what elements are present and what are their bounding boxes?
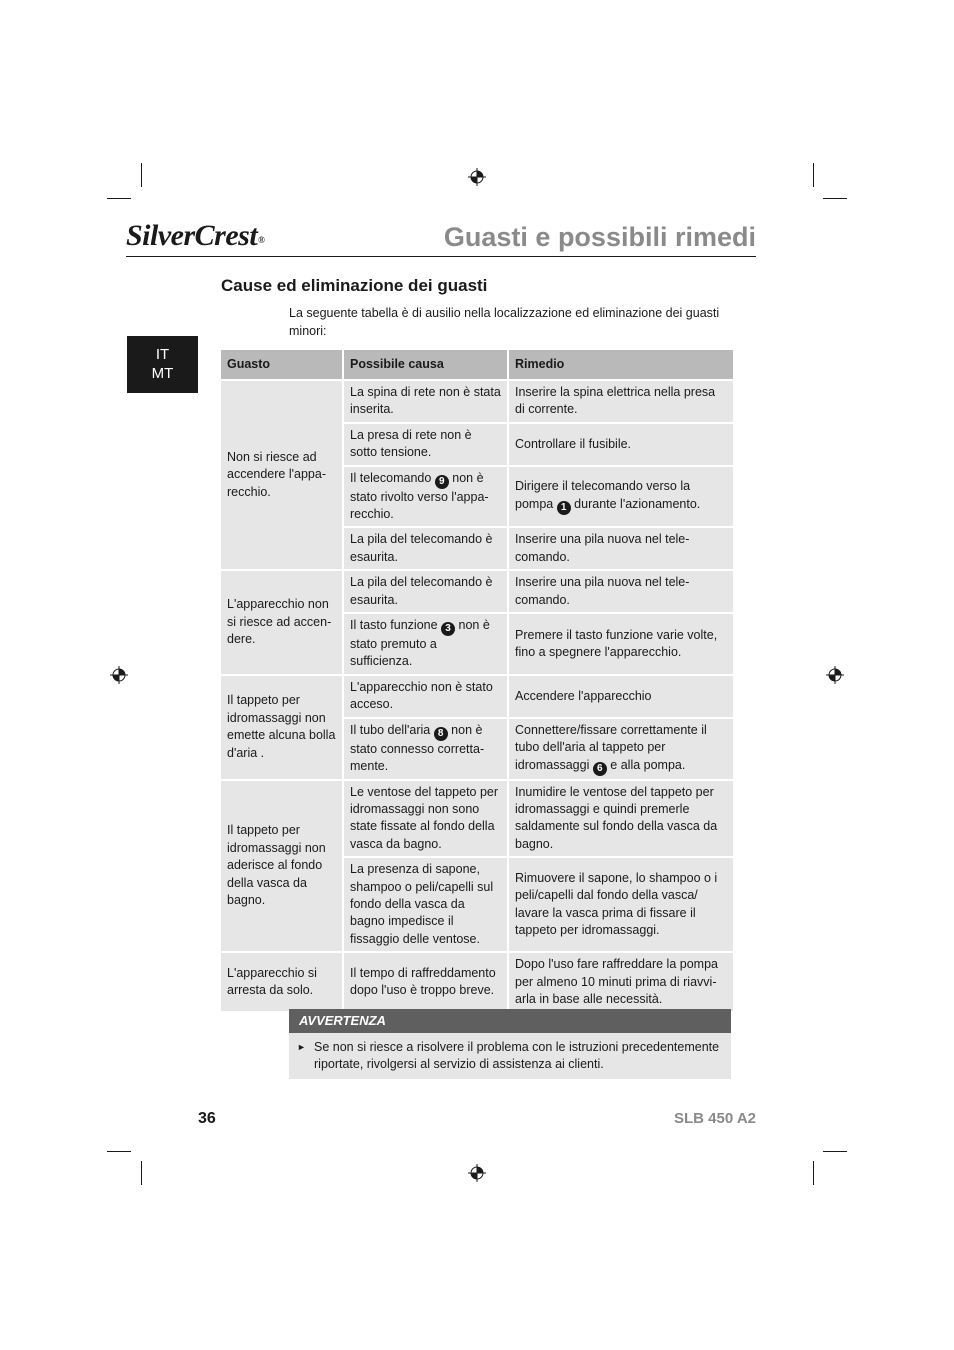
header-divider bbox=[126, 256, 756, 257]
brand-logo: SilverCrest® bbox=[126, 219, 265, 252]
table-row bbox=[221, 381, 733, 424]
remedy-cell: Inserire una pila nuova nel telecomando. bbox=[509, 528, 733, 571]
warning-box bbox=[289, 1009, 731, 1079]
table-row bbox=[221, 571, 733, 614]
warning-text: Se non si riesce a risolvere il problema con le istruzioni precedentemente riportate, rivolgersi al servizio di assistenza ai clienti. bbox=[314, 1040, 720, 1072]
remedy-cell: Dopo l'uso fare raffreddare la pompa per almeno 10 minuti prima di riavviarla in base alle necessità. bbox=[509, 953, 733, 1013]
remedy-cell: Inumidire le ventose del tappeto per idromassaggi e quindi premerle saldamente sul fondo della vasca da bagno. bbox=[509, 781, 733, 859]
troubleshooting-table bbox=[221, 350, 733, 1013]
cause-cell: La pila del telecomando è esaurita. bbox=[344, 528, 509, 571]
cause-cell: La presenza di sapone, shampoo o peli/capelli sul fondo della vasca da bagno impedisce il fissaggio delle ventose. bbox=[344, 858, 509, 953]
remedy-cell: Inserire una pila nuova nel telecomando. bbox=[509, 571, 733, 614]
number-badge-icon: 1 bbox=[557, 501, 571, 515]
registration-mark-icon bbox=[826, 666, 844, 684]
crop-mark bbox=[823, 198, 847, 199]
registration-mark-icon bbox=[468, 168, 486, 186]
column-header: Guasto bbox=[221, 350, 344, 381]
fault-cell: Il tappeto per idromassaggi non emette alcuna bolla d'aria . bbox=[221, 676, 344, 781]
crop-mark bbox=[141, 1161, 142, 1185]
cause-cell: L'apparecchio non è stato acceso. bbox=[344, 676, 509, 719]
fault-cell: L'apparecchio si arresta da solo. bbox=[221, 953, 344, 1013]
intro-text: La seguente tabella è di ausilio nella localizzazione ed eliminazione dei guasti minori: bbox=[289, 306, 720, 338]
cause-cell: Le ventose del tappeto per idromassaggi non sono state fissate al fondo della vasca da bagno. bbox=[344, 781, 509, 859]
remedy-cell: Controllare il fusibile. bbox=[509, 424, 733, 467]
remedy-cell: Dirigere il telecomando verso la pompa 1 durante l'azionamento. bbox=[509, 467, 733, 529]
cause-cell: Il tempo di raffreddamento dopo l'uso è troppo breve. bbox=[344, 953, 509, 1013]
fault-cell: Non si riesce ad accendere l'apparecchio. bbox=[221, 381, 344, 571]
number-badge-icon: 9 bbox=[435, 475, 449, 489]
model-number: SLB 450 A2 bbox=[674, 1110, 756, 1127]
table-row bbox=[221, 953, 733, 1013]
crop-mark bbox=[813, 163, 814, 187]
registration-mark-icon bbox=[110, 666, 128, 684]
table-row bbox=[221, 676, 733, 719]
crop-mark bbox=[823, 1151, 847, 1152]
number-badge-icon: 8 bbox=[434, 727, 448, 741]
warning-body bbox=[289, 1033, 731, 1079]
number-badge-icon: 6 bbox=[593, 762, 607, 776]
remedy-cell: Rimuovere il sapone, lo shampoo o i peli/capelli dal fondo della vasca/ lavare la vasca prima di fissare il tappeto per idromassaggi. bbox=[509, 858, 733, 953]
cause-cell: Il tubo dell'aria 8 non è stato connesso correttamente. bbox=[344, 719, 509, 781]
cause-cell: La spina di rete non è stata inserita. bbox=[344, 381, 509, 424]
cause-cell: Il telecomando 9 non è stato rivolto verso l'apparecchio. bbox=[344, 467, 509, 529]
warning-title: AVVERTENZA bbox=[289, 1009, 731, 1033]
arrow-right-icon: ► bbox=[297, 1042, 306, 1052]
page-number: 36 bbox=[198, 1110, 216, 1127]
remedy-cell: Premere il tasto funzione varie volte, fino a spegnere l'apparecchio. bbox=[509, 614, 733, 676]
column-header: Rimedio bbox=[509, 350, 733, 381]
language-code: MT bbox=[151, 365, 174, 382]
column-header: Possibile causa bbox=[344, 350, 509, 381]
table-header-row bbox=[221, 350, 733, 381]
number-badge-icon: 3 bbox=[441, 622, 455, 636]
cause-cell: Il tasto funzione 3 non è stato premuto a sufficienza. bbox=[344, 614, 509, 676]
crop-mark bbox=[107, 198, 131, 199]
cause-cell: La presa di rete non è sotto tensione. bbox=[344, 424, 509, 467]
language-tab bbox=[127, 336, 198, 393]
table-row bbox=[221, 781, 733, 859]
crop-mark bbox=[813, 1161, 814, 1185]
language-code: IT bbox=[155, 346, 170, 363]
remedy-cell: Inserire la spina elettrica nella presa di corrente. bbox=[509, 381, 733, 424]
page-title: Guasti e possibili rimedi bbox=[443, 222, 756, 252]
remedy-cell: Accendere l'apparecchio bbox=[509, 676, 733, 719]
registration-mark-icon bbox=[468, 1164, 486, 1182]
fault-cell: L'apparecchio non si riesce ad accendere. bbox=[221, 571, 344, 676]
crop-mark bbox=[141, 163, 142, 187]
section-title: Cause ed eliminazione dei guasti bbox=[221, 276, 488, 295]
remedy-cell: Connettere/fissare correttamente il tubo dell'aria al tappeto per idromassaggi 6 e alla pompa. bbox=[509, 719, 733, 781]
crop-mark bbox=[107, 1151, 131, 1152]
cause-cell: La pila del telecomando è esaurita. bbox=[344, 571, 509, 614]
fault-cell: Il tappeto per idromassaggi non aderisce al fondo della vasca da bagno. bbox=[221, 781, 344, 954]
